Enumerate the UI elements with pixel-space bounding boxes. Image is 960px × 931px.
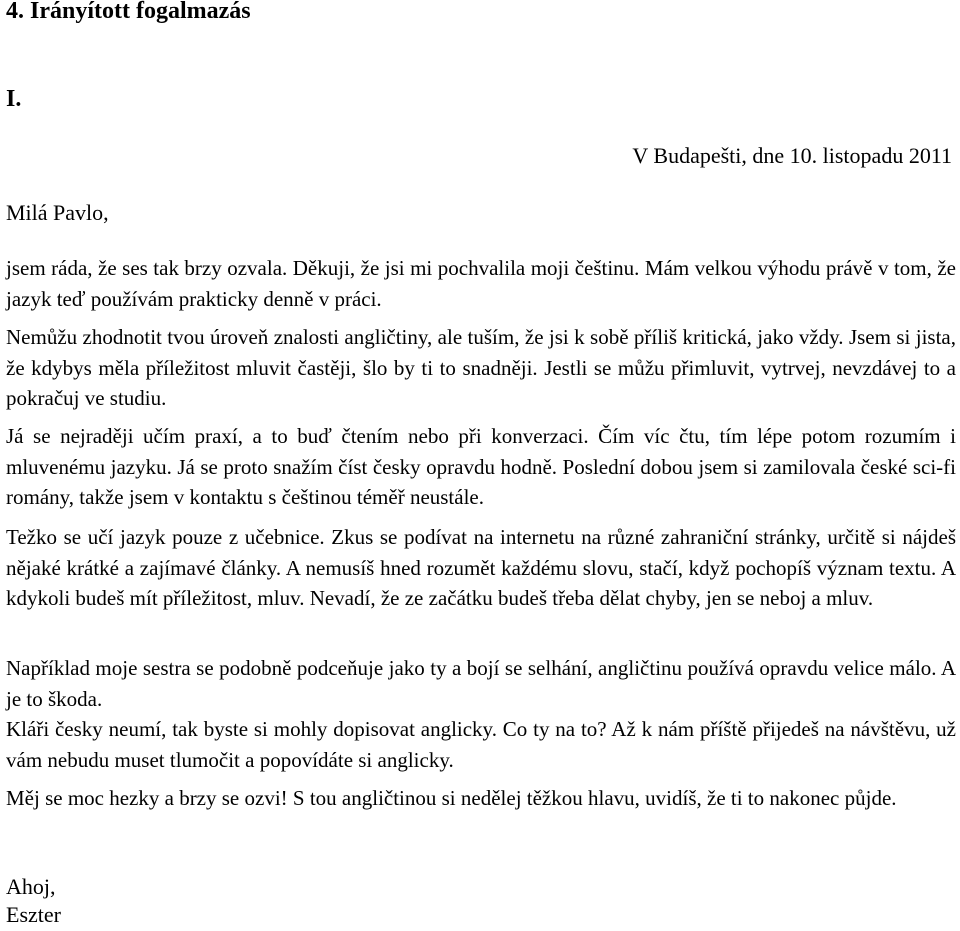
letter-signature: Eszter	[6, 902, 61, 927]
letter-salutation: Milá Pavlo,	[6, 200, 109, 225]
letter-paragraph-5: Například moje sestra se podobně podceňuje jako ty a bojí se selhání, angličtinu používá opravdu velice málo. A je to škoda.	[6, 656, 956, 711]
letter-paragraph-2: Nemůžu zhodnotit tvou úroveň znalosti angličtiny, ale tuším, že jsi k sobě příliš kritická, jako vždy. Jsem si jista, že kdybys měla příležitost mluvit častěji, šlo by ti to snadněji. Jestli se můžu přimluvit, vytrvej, nevzdávej to a pokračuj ve studiu.	[6, 325, 956, 411]
letter-paragraph-4: Težko se učí jazyk pouze z učebnice. Zkus se podívat na internetu na různé zahraniční stránky, určitě si nájdeš nějaké krátké a zajímavé články. A nemusíš hned rozumět každému slovu, stačí, když pochopíš význam textu. A kdykoli budeš mít příležitost, mluv. Nevadí, že ze začátku budeš třeba dělat chyby, jen se neboj a mluv.	[6, 525, 956, 611]
letter-paragraph-7: Měj se moc hezky a brzy se ozvi! S tou angličtinou si nedělej těžkou hlavu, uvidíš, že ti to nakonec půjde.	[6, 786, 897, 810]
letter-paragraph-1: jsem ráda, že ses tak brzy ozvala. Děkuji, že jsi mi pochvalila moji češtinu. Mám velkou výhodu právě v tom, že jazyk teď používám prakticky denně v práci.	[6, 256, 956, 311]
letter-paragraph-6: Kláři česky neumí, tak byste si mohly dopisovat anglicky. Co ty na to? Až k nám příště přijedeš na návštěvu, už vám nebudu muset tlumočit a popovídáte si anglicky.	[6, 717, 956, 772]
section-number: I.	[6, 86, 22, 112]
page-heading: 4. Irányított fogalmazás	[6, 0, 251, 24]
letter-paragraph-3: Já se nejraději učím praxí, a to buď čtením nebo při konverzaci. Čím víc čtu, tím lépe potom rozumím i mluvenému jazyku. Já se proto snažím číst česky opravdu hodně. Poslední dobou jsem si zamilovala české sci-fi romány, takže jsem v kontaktu s češtinou téměř neustále.	[6, 424, 956, 510]
letter-closing: Ahoj,	[6, 874, 56, 899]
letter-dateline: V Budapešti, dne 10. listopadu 2011	[632, 143, 952, 168]
